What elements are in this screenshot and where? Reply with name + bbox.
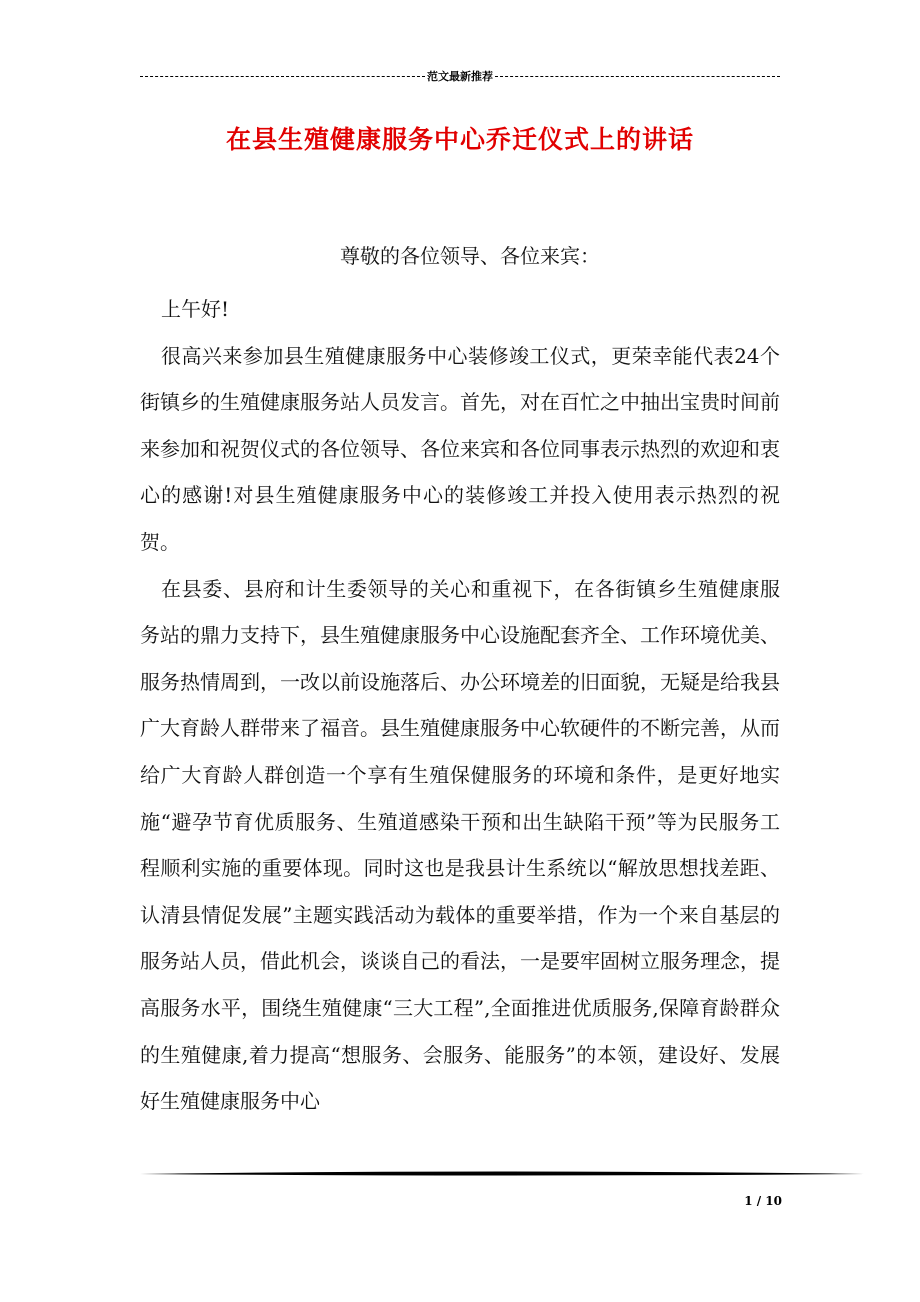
footer-divider	[140, 1170, 864, 1178]
paragraph-opening: 很高兴来参加县生殖健康服务中心装修竣工仪式，更荣幸能代表24个街镇乡的生殖健康服务站人员发言。首先，对在百忙之中抽出宝贵时间前来参加和祝贺仪式的各位领导、各位来宾和各位同事表示热烈的欢迎和衷心的感谢!对县生殖健康服务中心的装修竣工并投入使用表示热烈的祝贺。	[140, 343, 780, 554]
page-header	[140, 68, 780, 84]
header-dash-right	[495, 76, 780, 77]
body-text	[140, 286, 780, 1125]
header-dash-left	[140, 76, 425, 77]
header-label: 范文最新推荐	[427, 70, 493, 83]
document-title: 在县生殖健康服务中心乔迁仪式上的讲话	[225, 125, 694, 154]
salutation: 尊敬的各位领导、各位来宾：	[340, 244, 600, 268]
page-number: 1 / 10	[744, 1194, 782, 1208]
paragraph-main: 在县委、县府和计生委领导的关心和重视下，在各街镇乡生殖健康服务站的鼎力支持下，县生殖健康服务中心设施配套齐全、工作环境优美、服务热情周到，一改以前设施落后、办公环境差的旧面貌，无疑是给我县广大育龄人群带来了福音。县生殖健康服务中心软硬件的不断完善，从而给广大育龄人群创造一个享有生殖保健服务的环境和条件，是更好地实施“避孕节育优质服务、生殖道感染干预和出生缺陷干预”等为民服务工程顺利实施的重要体现。同时这也是我县计生系统以“解放思想找差距、认清县情促发展”主题实践活动为载体的重要举措，作为一个来自基层的服务站人员，借此机会，谈谈自己的看法，一是要牢固树立服务理念，提高服务水平，围绕生殖健康“三大工程”,全面推进优质服务,保障育龄群众的生殖健康,着力提高“想服务、会服务、能服务”的本领，建设好、发展好生殖健康服务中心	[140, 576, 780, 1114]
paragraph-greeting: 上午好!	[161, 297, 230, 321]
